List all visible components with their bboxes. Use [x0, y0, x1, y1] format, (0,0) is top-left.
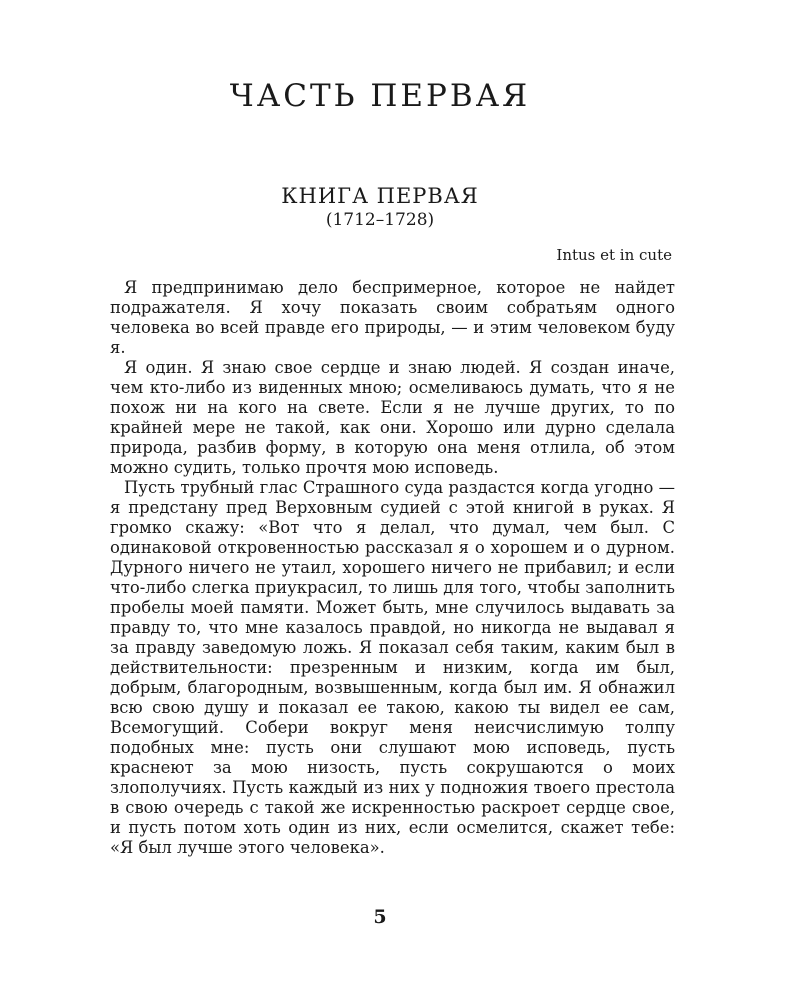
- paragraph: Я один. Я знаю свое сердце и знаю людей. Я создан иначе, чем кто-либо из виденных мною; осмеливаюсь думать, что я не похож ни на кого на свете. Если я не лучше других, то по крайней мере не такой, как они. Хорошо или дурно сделала природа, разбив форму, в которую она меня отлила, об этом можно судить, только прочтя мою исповедь.: [110, 358, 675, 477]
- book-title: КНИГА ПЕРВАЯ: [281, 184, 479, 208]
- book-years: (1712–1728): [325, 210, 435, 230]
- paragraph: Я предпринимаю дело беспримерное, которое не найдет подражателя. Я хочу показать своим собратьям одного человека во всей правде его природы, — и этим человеком буду я.: [110, 278, 675, 357]
- epigraph: Intus et in cute: [556, 246, 672, 264]
- paragraph: Пусть трубный глас Страшного суда раздастся когда угодно — я предстану пред Верховным судией с этой книгой в руках. Я громко скажу: «Вот что я делал, что думал, чем был. С одинаковой откровенностью рассказал я о хорошем и о дурном. Дурного ничего не утаил, хорошего ничего не прибавил; и если что-либо слегка приукрасил, то лишь для того, чтобы заполнить пробелы моей памяти. Может быть, мне случилось выдавать за правду то, что мне казалось правдой, но никогда не выдавал я за правду заведомую ложь. Я показал себя таким, каким был в действительности: презренным и низким, когда им был, добрым, благородным, возвышенным, когда был им. Я обнажил всю свою душу и показал ее такою, какою ты видел ее сам, Всемогущий. Собери вокруг меня неисчислимую толпу подобных мне: пусть они слушают мою исповедь, пусть краснеют за мою низость, пусть сокрушаются о моих злополучиях. Пусть каждый из них у подножия твоего престола в свою очередь с такой же искренностью раскроет сердце свое, и пусть потом хоть один из них, если осмелится, скажет тебе: «Я был лучше этого человека».: [110, 478, 675, 857]
- part-title: ЧАСТЬ ПЕРВАЯ: [229, 78, 531, 114]
- body-text: [110, 278, 675, 858]
- page-number: 5: [373, 906, 387, 928]
